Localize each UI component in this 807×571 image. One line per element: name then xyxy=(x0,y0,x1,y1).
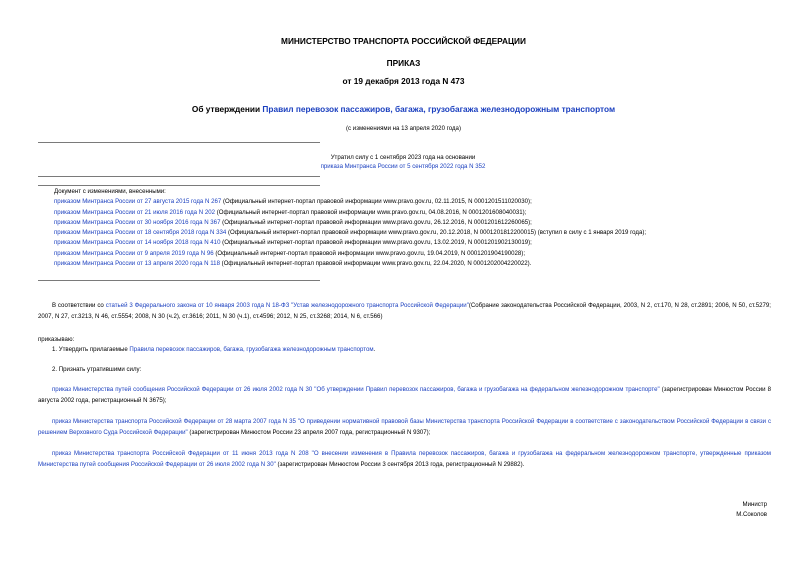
repealed-order-2-link[interactable]: приказ Министерства транспорта Российской Федерации от 28 марта 2007 года N 35 "О приведении нормативной правовой базы Министерства транспорта Российской Федерации в соответствие с законодательством Российской Федерации в связи с решением Верховного Суда Российской Федерации" xyxy=(38,418,771,436)
list-item xyxy=(54,208,646,218)
amendment-source: (Официальный интернет-портал правовой информации www.pravo.gov.ru, 20.12.2018, N 0001201812200015) (вступил в силу с 1 января 2019 года); xyxy=(226,229,647,237)
preamble-text-b: (Собрание законодательства Российской Федерации, 2003, N 2, ст.170, N 28, ст.2891; 2006, N 50, ст.5279; 2007, N 27, ст.3213, N 46, ст.5554; 2008, N 30 (ч.2), ст.3616; 2011, N 30 (ч.1), ст.4596; 2012, N 25, ст.3268; 2014, N 6, ст.566) xyxy=(38,302,771,320)
doc-title xyxy=(0,104,807,114)
ministry-heading: МИНИСТЕРСТВО ТРАНСПОРТА РОССИЙСКОЙ ФЕДЕРАЦИИ xyxy=(281,36,526,46)
amendment-source: (Официальный интернет-портал правовой информации www.pravo.gov.ru, 19.04.2019, N 0001201904190028); xyxy=(213,249,526,257)
repealed-order-2-text: (зарегистрирован Минюстом России 23 апреля 2007 года, регистрационный N 9307); xyxy=(187,428,431,436)
amendments-list xyxy=(54,187,646,269)
repealed-order-2 xyxy=(38,417,771,438)
repealed-order-1-text: (зарегистрирован Минюстом России 8 августа 2002 года, регистрационный N 3675); xyxy=(38,386,771,404)
repealed-order-1 xyxy=(38,385,771,406)
amendment-link[interactable]: приказом Минтранса России от 18 сентября 2018 года N 334 xyxy=(54,229,227,237)
list-item xyxy=(54,197,646,207)
item-1-text-b: . xyxy=(373,346,376,353)
signature-name: М.Соколов xyxy=(736,511,767,518)
item-2-paragraph: 2. Признать утратившими силу: xyxy=(52,366,142,373)
repealed-order-3-text: (зарегистрирован Минюстом России 3 сентября 2013 года, регистрационный N 29882). xyxy=(275,460,525,468)
repealed-order-3-link[interactable]: приказ Министерства транспорта Российской Федерации от 11 июня 2013 года N 208 "О внесении изменения в Правила перевозок пассажиров, багажа и грузобагажа на федеральном железнодорожном транспорте, утвержденные приказом Министерства путей сообщения Российской Федерации от 26 июля 2002 года N 30" xyxy=(38,450,771,468)
repealed-order-3 xyxy=(38,449,771,470)
lost-force-link[interactable]: приказа Минтранса России от 5 сентября 2022 года N 352 xyxy=(320,163,486,170)
lost-force-text: Утратил силу с 1 сентября 2023 года на основании xyxy=(330,154,476,161)
amendment-link[interactable]: приказом Минтранса России от 9 апреля 2019 года N 96 xyxy=(54,249,214,257)
doc-title-link[interactable]: Правил перевозок пассажиров, багажа, грузобагажа железнодорожным транспортом xyxy=(262,104,616,114)
list-item xyxy=(54,228,646,238)
repealed-order-1-link[interactable]: приказ Министерства путей сообщения Российской Федерации от 26 июля 2002 года N 30 "Об утверждении Правил перевозок пассажиров, багажа и грузобагажа на федеральном железнодорожном транспорте" xyxy=(52,386,660,393)
orders-line: приказываю: xyxy=(38,336,75,343)
lost-force-note xyxy=(250,153,556,171)
divider xyxy=(38,185,320,186)
changes-note: (с изменениями на 13 апреля 2020 года) xyxy=(346,125,461,132)
amendment-source: (Официальный интернет-портал правовой информации www.pravo.gov.ru, 04.08.2016, N 0001201608040031); xyxy=(215,208,527,216)
doc-title-prefix: Об утверждении xyxy=(191,104,263,114)
item-1-text-a: 1. Утвердить прилагаемые xyxy=(52,346,130,353)
amendments-heading: Документ с изменениями, внесенными: xyxy=(54,188,166,195)
list-item xyxy=(54,249,646,259)
preamble-paragraph xyxy=(38,301,771,322)
item-1-paragraph xyxy=(38,345,771,356)
amendment-source: (Официальный интернет-портал правовой информации www.pravo.gov.ru, 13.02.2019, N 0001201902130019); xyxy=(220,239,532,247)
doc-date-heading: от 19 декабря 2013 года N 473 xyxy=(342,76,465,86)
preamble-text-a: В соответствии со xyxy=(52,302,106,309)
doc-type-heading: ПРИКАЗ xyxy=(386,58,421,68)
list-item xyxy=(54,238,646,248)
amendment-source: (Официальный интернет-портал правовой информации www.pravo.gov.ru, 02.11.2015, N 0001201511020030); xyxy=(221,198,532,206)
law-link[interactable]: статьей 3 Федерального закона от 10 января 2003 года N 18-ФЗ "Устав железнодорожного транспорта Российской Федерации" xyxy=(105,302,469,309)
list-item xyxy=(54,218,646,228)
amendment-link[interactable]: приказом Минтранса России от 30 ноября 2016 года N 367 xyxy=(54,218,221,226)
signature-block xyxy=(736,500,767,520)
divider xyxy=(38,280,320,281)
divider xyxy=(38,176,320,177)
amendment-link[interactable]: приказом Минтранса России от 14 ноября 2018 года N 410 xyxy=(54,239,221,247)
amendment-source: (Официальный интернет-портал правовой информации www.pravo.gov.ru, 26.12.2016, N 0001201612260065); xyxy=(220,218,532,226)
rules-link[interactable]: Правила перевозок пассажиров, багажа, грузобагажа железнодорожным транспортом xyxy=(129,346,374,353)
signature-position: Министр xyxy=(742,501,767,508)
divider xyxy=(38,142,320,143)
amendment-source: (Официальный интернет-портал правовой информации www.pravo.gov.ru, 22.04.2020, N 0001202004220022). xyxy=(219,260,532,268)
list-item xyxy=(54,259,646,269)
amendment-link[interactable]: приказом Минтранса России от 13 апреля 2020 года N 118 xyxy=(54,260,220,268)
amendment-link[interactable]: приказом Минтранса России от 21 июля 2016 года N 202 xyxy=(54,208,215,216)
amendment-link[interactable]: приказом Минтранса России от 27 августа 2015 года N 267 xyxy=(54,198,222,206)
